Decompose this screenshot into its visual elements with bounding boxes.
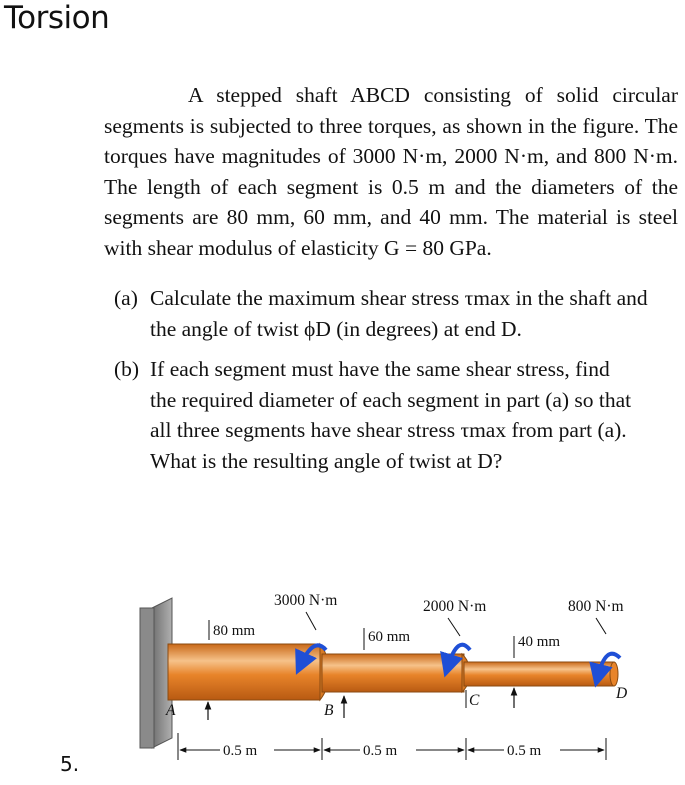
torque-leader-3 — [596, 618, 606, 634]
length-label-3: 0.5 m — [507, 743, 542, 759]
segment-ab — [168, 644, 320, 700]
point-a-label: A — [166, 702, 176, 719]
problem-intro: A stepped shaft ABCD consisting of solid circular segments is subjected to three torques, as shown in the figure. The torques have magnitudes of 3000 N·m, 2000 N·m, and 800 N·m. The length of each segment is 0.5 m and the diameters of the segments are 80 mm, 60 mm, and 40 mm. The material is steel with shear modulus of elasticity G = 80 GPa. — [104, 83, 678, 260]
part-a-label: (a) — [114, 286, 138, 310]
problem-number: 5. — [60, 752, 80, 776]
torque-leader-2 — [448, 618, 460, 636]
part-a-text: Calculate the maximum shear stress τmax in the shaft and the angle of twist ϕD (in degrees) at end D. — [150, 286, 648, 341]
torque-label-2: 2000 N·m — [423, 598, 487, 615]
diameter-label-3: 40 mm — [518, 634, 561, 650]
torque-leader-1 — [306, 612, 316, 630]
end-d-face — [610, 662, 618, 686]
part-b-text: If each segment must have the same shear stress, find the required diameter of each segment in part (a) so that all three segments have shear stress τmax from part (a). What is the resulting angle of twist at D? — [150, 357, 632, 473]
shaft-figure — [136, 578, 656, 778]
segment-cd — [464, 662, 614, 686]
length-label-2: 0.5 m — [363, 743, 398, 759]
torque-label-3: 800 N·m — [568, 598, 624, 615]
point-d-label: D — [616, 685, 628, 702]
segment-bc — [322, 654, 464, 692]
diameter-label-2: 60 mm — [368, 629, 411, 645]
fixed-wall — [140, 598, 172, 748]
part-a — [104, 283, 660, 344]
point-b-label: B — [324, 702, 334, 719]
diameter-label-1: 80 mm — [213, 623, 256, 639]
torque-label-1: 3000 N·m — [274, 592, 338, 609]
problem-parts — [104, 283, 678, 476]
problem-text — [104, 80, 678, 486]
part-b-label: (b) — [114, 357, 140, 381]
point-c-label: C — [469, 692, 480, 709]
page-title: Torsion — [4, 0, 110, 36]
part-b — [104, 354, 636, 476]
length-label-1: 0.5 m — [223, 743, 258, 759]
